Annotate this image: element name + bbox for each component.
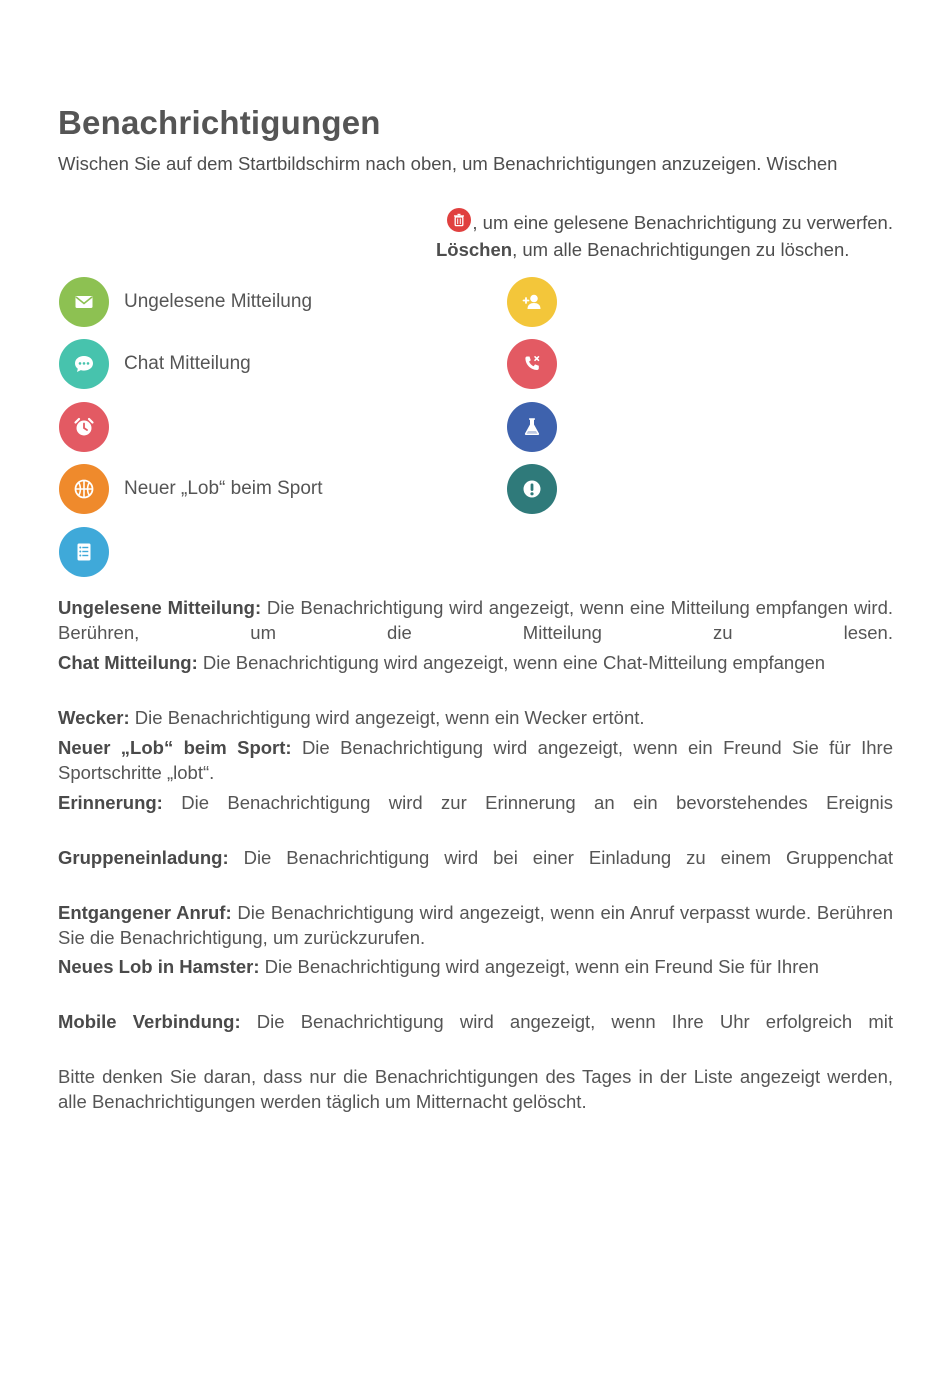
desc-reminder — [58, 790, 893, 815]
icon-item-label: Neuer „Lob“ beim Sport — [124, 478, 323, 499]
icon-item-hamster-praise — [507, 401, 557, 453]
icon-item-reminder — [59, 526, 109, 578]
exclamation-icon — [507, 464, 557, 514]
desc-term: Neues Lob in Hamster: — [58, 956, 260, 977]
desc-group-invite — [58, 845, 893, 870]
desc-text: Die Benachrichtigung wird angezeigt, wenn eine Mitteilung empfangen wird. Berühren, um die Mitteilung zu lesen. — [58, 597, 894, 643]
add-user-icon — [507, 277, 557, 327]
desc-sport-praise — [58, 735, 893, 785]
intro-line-3 — [436, 238, 893, 262]
trash-icon — [447, 208, 471, 232]
delete-all-label: Löschen — [436, 239, 513, 260]
desc-text: Die Benachrichtigung wird angezeigt, wenn ein Freund Sie für Ihren — [259, 956, 819, 977]
desc-hamster-praise — [58, 954, 893, 979]
desc-term: Mobile Verbindung: — [58, 1011, 241, 1032]
icon-item-label: Chat Mitteilung — [124, 353, 251, 374]
desc-text: Die Benachrichtigung wird zur Erinnerung an ein bevorstehendes Ereignis — [162, 792, 893, 813]
icon-item-alarm — [59, 401, 109, 453]
desc-chat-message — [58, 650, 893, 675]
desc-term: Neuer „Lob“ beim Sport: — [58, 737, 292, 758]
icon-item-missed-call — [507, 338, 557, 390]
desc-alarm — [58, 705, 893, 730]
desc-mobile-connection — [58, 1009, 893, 1034]
icon-item-mobile-connection — [507, 463, 557, 515]
page-title: Benachrichtigungen — [58, 104, 381, 141]
icon-item-unread-message — [59, 276, 312, 328]
intro-line-1: Wischen Sie auf dem Startbildschirm nach oben, um Benachrichtigungen anzuzeigen. Wischen — [58, 153, 838, 174]
desc-text: Die Benachrichtigung wird angezeigt, wenn ein Anruf verpasst wurde. Berühren Sie die Benachrichtigung, um zurückzurufen. — [58, 902, 893, 948]
desc-missed-call — [58, 900, 893, 950]
desc-term: Gruppeneinladung: — [58, 847, 229, 868]
icon-item-label: Ungelesene Mitteilung — [124, 291, 313, 312]
intro-line-2-text: , um eine gelesene Benachrichtigung zu verwerfen. — [472, 212, 893, 233]
icon-item-sport-praise — [59, 463, 323, 515]
desc-unread-message — [58, 595, 893, 645]
desc-term: Erinnerung: — [58, 792, 163, 813]
envelope-icon — [59, 277, 109, 327]
desc-term: Entgangener Anruf: — [58, 902, 232, 923]
intro-line-2 — [58, 208, 893, 235]
basketball-icon — [59, 464, 109, 514]
desc-text: Die Benachrichtigung wird angezeigt, wenn ein Freund Sie für Ihre Sportschritte „lobt“. — [58, 737, 893, 783]
desc-term: Ungelesene Mitteilung: — [58, 597, 262, 618]
alarm-clock-icon — [59, 402, 109, 452]
desc-term: Wecker: — [58, 707, 130, 728]
desc-text: Die Benachrichtigung wird angezeigt, wenn Ihre Uhr erfolgreich mit — [240, 1011, 893, 1032]
desc-term: Chat Mitteilung: — [58, 652, 198, 673]
desc-text: Die Benachrichtigung wird bei einer Einladung zu einem Gruppenchat — [228, 847, 893, 868]
icon-item-chat-message — [59, 338, 251, 390]
missed-call-icon — [507, 339, 557, 389]
chat-bubble-icon — [59, 339, 109, 389]
footer-note: Bitte denken Sie daran, dass nur die Benachrichtigungen des Tages in der Liste angezeigt werden, alle Benachrichtigungen werden täglich um Mitternacht gelöscht. — [58, 1066, 893, 1112]
flask-icon — [507, 402, 557, 452]
desc-text: Die Benachrichtigung wird angezeigt, wenn ein Wecker ertönt. — [129, 707, 645, 728]
intro-line-3-text: , um alle Benachrichtigungen zu löschen. — [512, 239, 850, 260]
checklist-icon — [59, 527, 109, 577]
icon-item-group-invite — [507, 276, 557, 328]
desc-text: Die Benachrichtigung wird angezeigt, wenn eine Chat-Mitteilung empfangen — [197, 652, 826, 673]
